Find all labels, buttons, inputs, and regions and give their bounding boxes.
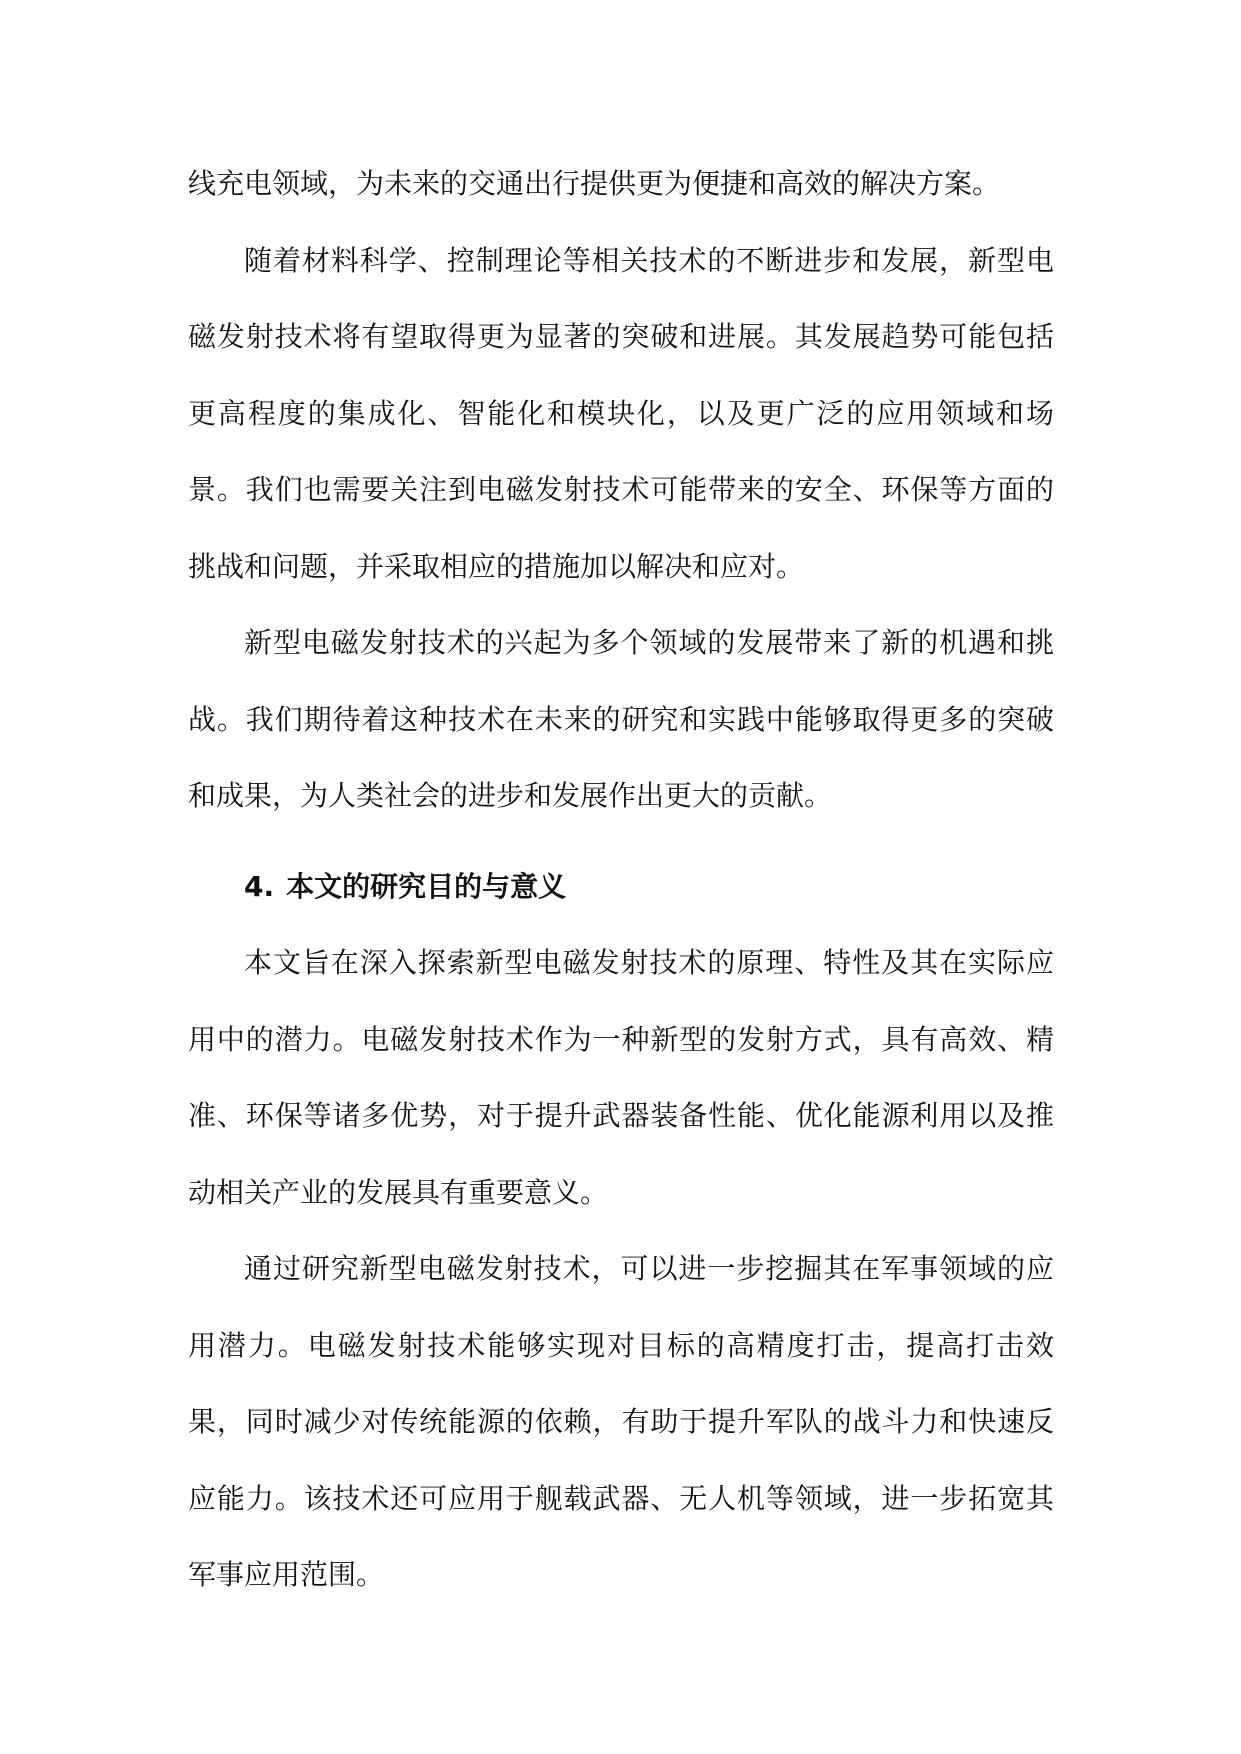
section-title: 本文的研究目的与意义 [286, 869, 567, 903]
section-heading [188, 849, 1054, 926]
paragraph-military-application: 通过研究新型电磁发射技术，可以进一步挖掘其在军事领域的应用潜力。电磁发射技术能够实现对目标的高精度打击，提高打击效果，同时减少对传统能源的依赖，有助于提升军队的战斗力和快速反应能力。该技术还可应用于舰载武器、无人机等领域，进一步拓宽其军事应用范围。 [188, 1252, 1054, 1591]
paragraph-development-trends: 随着材料科学、控制理论等相关技术的不断进步和发展，新型电磁发射技术将有望取得更为显著的突破和进展。其发展趋势可能包括更高程度的集成化、智能化和模块化，以及更广泛的应用领域和场景。我们也需要关注到电磁发射技术可能带来的安全、环保等方面的挑战和问题，并采取相应的措施加以解决和应对。 [188, 243, 1054, 583]
document-body [188, 146, 1054, 1614]
paragraph-opportunities: 新型电磁发射技术的兴起为多个领域的发展带来了新的机遇和挑战。我们期待着这种技术在未来的研究和实践中能够取得更多的突破和成果，为人类社会的进步和发展作出更大的贡献。 [188, 626, 1054, 812]
paragraph-continuation: 线充电领域，为未来的交通出行提供更为便捷和高效的解决方案。 [188, 167, 1001, 200]
section-number: 4. [244, 869, 275, 903]
paragraph-research-purpose: 本文旨在深入探索新型电磁发射技术的原理、特性及其在实际应用中的潜力。电磁发射技术作为一种新型的发射方式，具有高效、精准、环保等诸多优势，对于提升武器装备性能、优化能源利用以及推动相关产业的发展具有重要意义。 [188, 946, 1054, 1209]
